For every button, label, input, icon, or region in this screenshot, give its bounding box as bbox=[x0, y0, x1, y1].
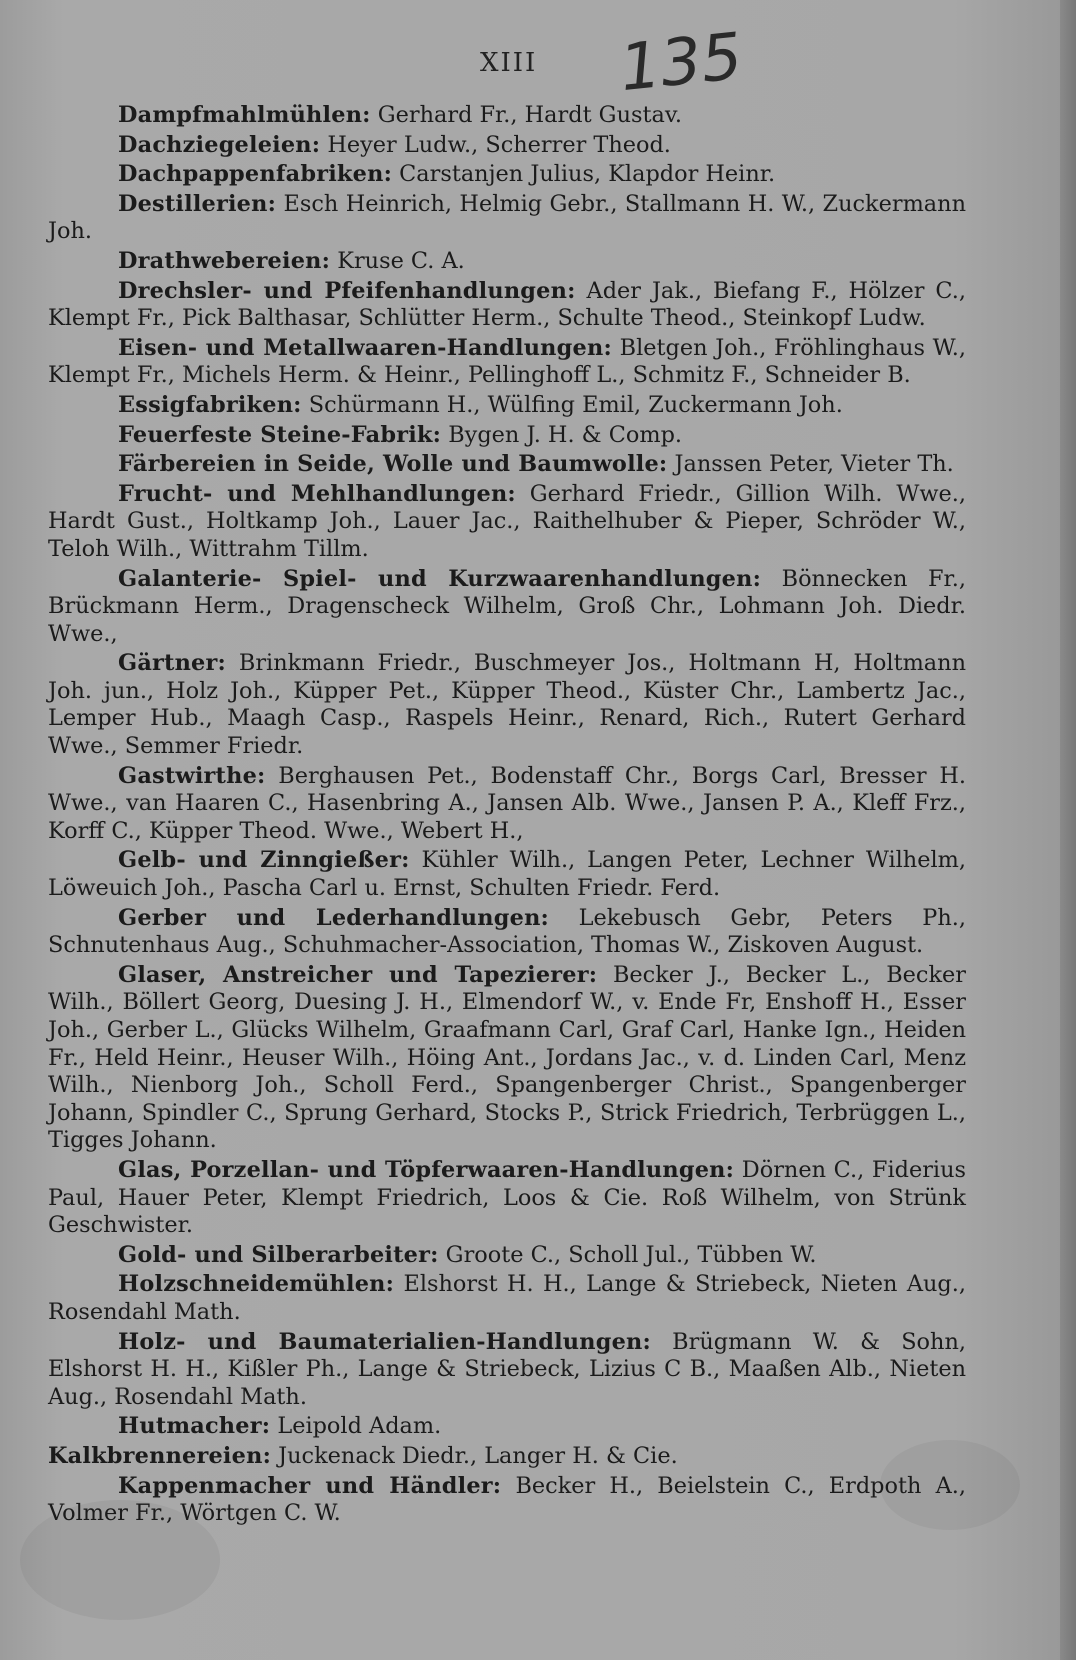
page-number: XIII bbox=[480, 48, 538, 78]
entry-names: Bletgen Joh., Fröhlinghaus W., Klempt Fr., Michels Herm. & Heinr., Pellinghoff L., Schmitz F., Schneider B. bbox=[48, 334, 966, 389]
entry-category: Drechsler- und Pfeifenhandlungen: bbox=[118, 277, 576, 304]
entry-category: Dampfmahlmühlen: bbox=[118, 102, 371, 128]
entry-category: Gastwirthe: bbox=[118, 762, 266, 789]
entry-category: Kalkbrennereien: bbox=[48, 1442, 272, 1469]
entry-category: Eisen- und Metallwaaren-Handlungen: bbox=[118, 334, 612, 361]
directory-entry bbox=[48, 481, 966, 564]
entry-names: Kruse C. A. bbox=[330, 247, 465, 274]
directory-entry bbox=[48, 1329, 966, 1412]
entry-category: Färbereien in Seide, Wolle und Baumwolle: bbox=[118, 451, 668, 478]
entry-category: Gerber und Lederhandlungen: bbox=[118, 904, 550, 931]
directory-entry bbox=[48, 335, 966, 390]
entry-category: Dachziegeleien: bbox=[118, 131, 321, 158]
entry-category: Frucht- und Mehlhandlungen: bbox=[118, 480, 516, 507]
entry-category: Gelb- und Zinngießer: bbox=[118, 847, 410, 874]
entry-category: Gärtner: bbox=[118, 650, 226, 677]
page-header bbox=[0, 19, 1060, 107]
directory-entry bbox=[48, 248, 966, 276]
directory-entry bbox=[48, 191, 966, 246]
handwritten-page-number: 135 bbox=[616, 19, 746, 107]
entry-names: Ader Jak., Biefang F., Hölzer C., Klempt Fr., Pick Balthasar, Schlütter Herm., Schulte Theod., Steinkopf Ludw. bbox=[48, 277, 966, 332]
entry-category: Feuerfeste Steine-Fabrik: bbox=[118, 421, 442, 448]
entry-names: Bönnecken Fr., Brückmann Herm., Dragenscheck Wilhelm, Groß Chr., Lohmann Joh. Diedr. Wwe., bbox=[48, 565, 966, 647]
directory-entry bbox=[48, 962, 966, 1155]
entry-names: Bygen J. H. & Comp. bbox=[441, 421, 683, 448]
directory-entry bbox=[48, 1443, 966, 1471]
directory-entry bbox=[48, 392, 966, 420]
entry-names: Schürmann H., Wülfing Emil, Zuckermann Joh. bbox=[301, 391, 843, 418]
entry-names: Janssen Peter, Vieter Th. bbox=[667, 451, 954, 478]
directory-entry bbox=[48, 1242, 966, 1270]
directory-entry bbox=[48, 161, 966, 189]
entry-names: Berghausen Pet., Bodenstaff Chr., Borgs Carl, Bresser H. Wwe., van Haaren C., Hasenbring A., Jansen Alb. Wwe., Jansen P. A., Kleff Frz., Korff C., Küpper Theod. Wwe., Webert H., bbox=[48, 762, 966, 844]
directory-entry bbox=[48, 650, 966, 760]
directory-entry bbox=[48, 763, 966, 846]
directory-entry bbox=[48, 566, 966, 649]
page-edge bbox=[1060, 0, 1076, 1660]
entry-category: Gold- und Silberarbeiter: bbox=[118, 1241, 439, 1268]
entry-names: Brügmann W. & Sohn, Elshorst H. H., Kißler Ph., Lange & Striebeck, Lizius C B., Maaßen Alb., Nieten Aug., Rosendahl Math. bbox=[48, 1328, 966, 1410]
entry-names: Gerhard Friedr., Gillion Wilh. Wwe., Hardt Gust., Holtkamp Joh., Lauer Jac., Raithelhuber & Pieper, Schröder W., Teloh Wilh., Wittrahm Tillm. bbox=[48, 480, 966, 562]
entry-names: Lekebusch Gebr, Peters Ph., Schnutenhaus Aug., Schuhmacher-Association, Thomas W., Ziskoven August. bbox=[48, 904, 966, 959]
directory-entry bbox=[48, 278, 966, 333]
directory-entry bbox=[48, 847, 966, 902]
entry-names: Kühler Wilh., Langen Peter, Lechner Wilhelm, Löweuich Joh., Pascha Carl u. Ernst, Schulten Friedr. Ferd. bbox=[48, 847, 966, 902]
entry-names: Gerhard Fr., Hardt Gustav. bbox=[370, 102, 682, 128]
entry-names: Esch Heinrich, Helmig Gebr., Stallmann H. W., Zuckermann Joh. bbox=[48, 190, 966, 245]
entry-names: Leipold Adam. bbox=[270, 1413, 442, 1440]
directory-entry bbox=[48, 1473, 966, 1528]
directory-entry bbox=[48, 1413, 966, 1441]
entry-category: Dachpappenfabriken: bbox=[118, 161, 393, 188]
entry-names: Elshorst H. H., Lange & Striebeck, Nieten Aug., Rosendahl Math. bbox=[48, 1271, 966, 1325]
entry-category: Glaser, Anstreicher und Tapezierer: bbox=[118, 961, 598, 988]
entry-category: Essigfabriken: bbox=[118, 391, 302, 418]
entry-names: Heyer Ludw., Scherrer Theod. bbox=[320, 131, 671, 158]
directory-entry bbox=[48, 132, 966, 160]
entry-names: Carstanjen Julius, Klapdor Heinr. bbox=[392, 161, 776, 188]
directory-entry bbox=[48, 102, 966, 130]
directory-entry bbox=[48, 451, 966, 479]
entry-category: Destillerien: bbox=[118, 190, 277, 217]
entry-names: Becker J., Becker L., Becker Wilh., Böllert Georg, Duesing J. H., Elmendorf W., v. Ende Fr, Enshoff H., Esser Joh., Gerber L., Glücks Wilhelm, Graafmann Carl, Graf Carl, Hanke Ign., Heiden Fr., Held Heinr., Heuser Wilh., Höing Ant., Jordans Jac., v. d. Linden Carl, Menz Wilh., Nienborg Joh., Scholl Ferd., Spangenberger Christ., Spangenberger Johann, Spindler C., Sprung Gerhard, Stocks P., Strick Friedrich, Terbrüggen L., Tigges Johann. bbox=[48, 961, 966, 1154]
entry-names: Brinkmann Friedr., Buschmeyer Jos., Holtmann H, Holtmann Joh. jun., Holz Joh., Küpper Pet., Küpper Theod., Küster Chr., Lambertz Jac., Lemper Hub., Maagh Casp., Raspels Heinr., Renard, Rich., Rutert Gerhard Wwe., Semmer Friedr. bbox=[48, 650, 966, 760]
directory-text bbox=[48, 102, 966, 1530]
entry-names: Groote C., Scholl Jul., Tübben W. bbox=[438, 1241, 817, 1268]
directory-entry bbox=[48, 422, 966, 450]
entry-names: Dörnen C., Fiderius Paul, Hauer Peter, Klempt Friedrich, Loos & Cie. Roß Wilhelm, von Strünk Geschwister. bbox=[48, 1156, 966, 1239]
entry-category: Drathwebereien: bbox=[118, 247, 331, 274]
entry-category: Hutmacher: bbox=[118, 1413, 271, 1440]
entry-names: Becker H., Beielstein C., Erdpoth A., Volmer Fr., Wörtgen C. W. bbox=[48, 1472, 966, 1527]
directory-entry bbox=[48, 1157, 966, 1240]
directory-entry bbox=[48, 1271, 966, 1326]
entry-category: Galanterie- Spiel- und Kurzwaarenhandlungen: bbox=[118, 565, 762, 592]
directory-entry bbox=[48, 905, 966, 960]
entry-category: Holz- und Baumaterialien-Handlungen: bbox=[118, 1328, 651, 1355]
entry-category: Glas, Porzellan- und Töpferwaaren-Handlungen: bbox=[118, 1156, 735, 1183]
entry-category: Kappenmacher und Händler: bbox=[118, 1472, 502, 1499]
entry-names: Juckenack Diedr., Langer H. & Cie. bbox=[271, 1442, 678, 1469]
entry-category: Holzschneidemühlen: bbox=[118, 1271, 395, 1298]
